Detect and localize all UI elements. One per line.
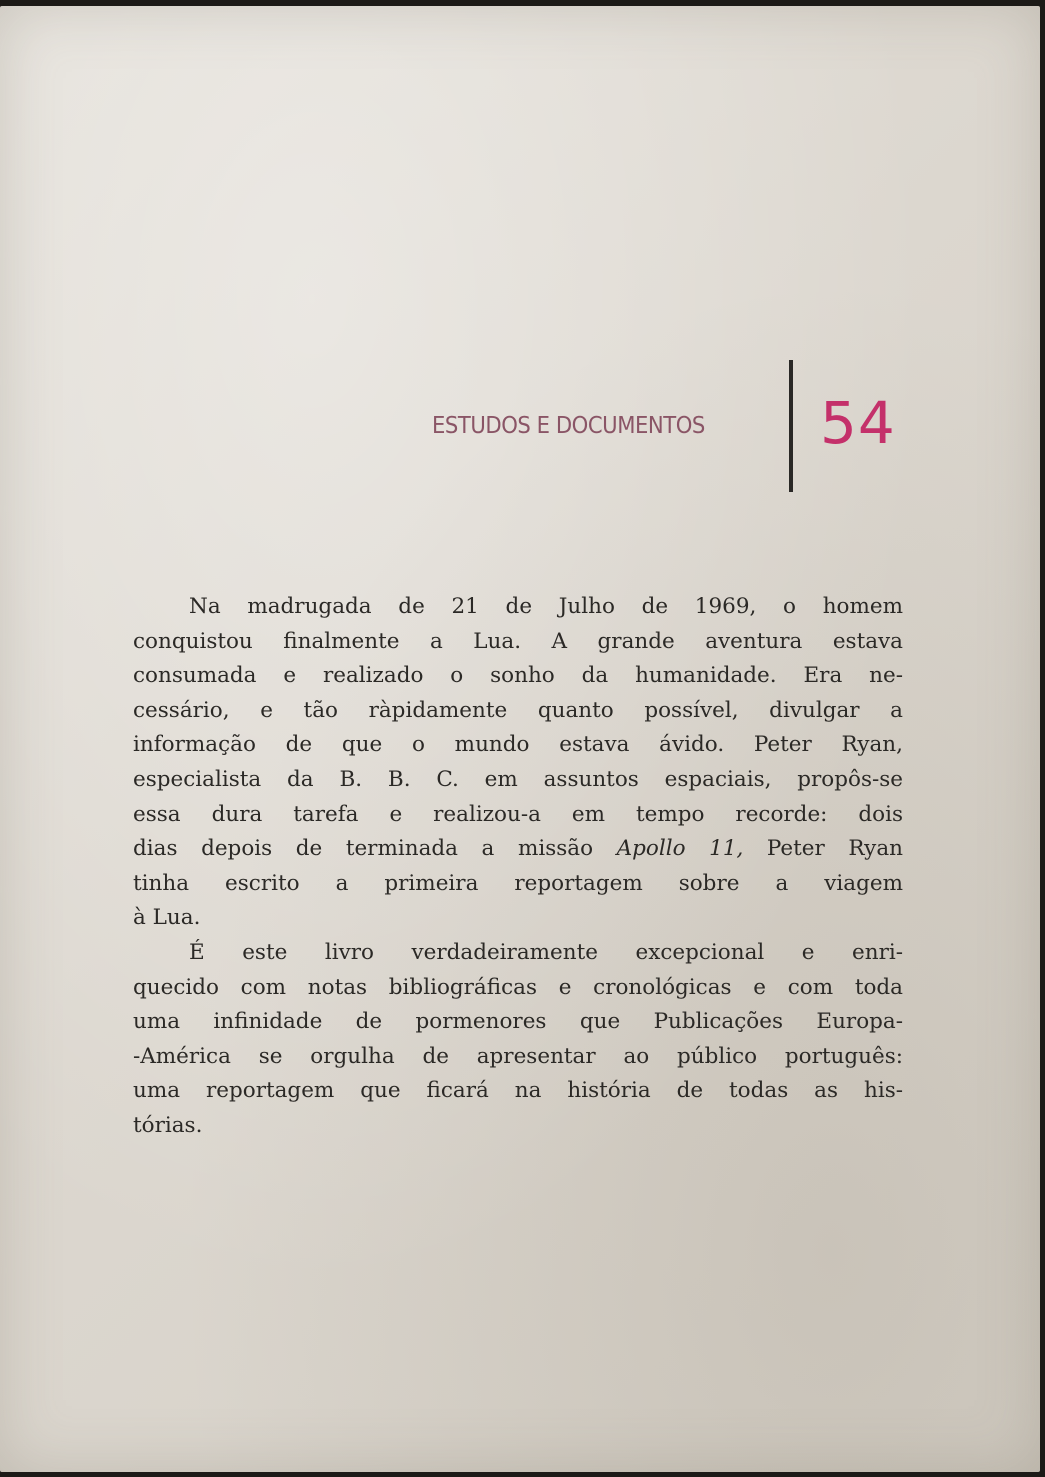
text-line: uma reportagem que ficará na história de todas as his- (133, 1078, 903, 1104)
series-number: 54 (820, 389, 896, 457)
text-line (133, 832, 903, 867)
blurb-text (133, 590, 903, 1144)
text-line: especialista da B. B. C. em assuntos espaciais, propôs-se (133, 766, 903, 792)
text-line: informação de que o mundo estava ávido. Peter Ryan, (133, 732, 903, 758)
book-back-cover (0, 6, 1040, 1472)
text-line: É este livro verdadeiramente excepcional e enri- (189, 939, 903, 965)
text-line: cessário, e tão ràpidamente quanto possível, divulgar a (133, 697, 903, 723)
text-fragment: Peter Ryan (743, 836, 903, 862)
text-line: essa dura tarefa e realizou-a em tempo recorde: dois (133, 801, 903, 827)
text-line: quecido com notas bibliográficas e cronológicas e com toda (133, 974, 903, 1000)
text-line: uma infinidade de pormenores que Publicações Europa- (133, 1009, 903, 1035)
text-line: Na madrugada de 21 de Julho de 1969, o homem (189, 594, 903, 619)
text-line: conquistou finalmente a Lua. A grande aventura estava (133, 628, 903, 654)
mission-name: Apollo 11, (616, 836, 744, 862)
text-line: -América se orgulha de apresentar ao público português: (133, 1043, 903, 1069)
series-title: ESTUDOS E DOCUMENTOS (432, 413, 705, 439)
blurb-paragraph-2 (133, 936, 903, 1144)
series-divider (789, 360, 793, 492)
text-line: consumada e realizado o sonho da humanidade. Era ne- (133, 663, 903, 689)
text-fragment: dias depois de terminada a missão (133, 836, 617, 862)
blurb-paragraph-1 (133, 590, 903, 936)
text-line: tinha escrito a primeira reportagem sobre a viagem (133, 870, 903, 896)
text-line: à Lua. (133, 905, 201, 931)
text-line: tórias. (133, 1112, 203, 1138)
